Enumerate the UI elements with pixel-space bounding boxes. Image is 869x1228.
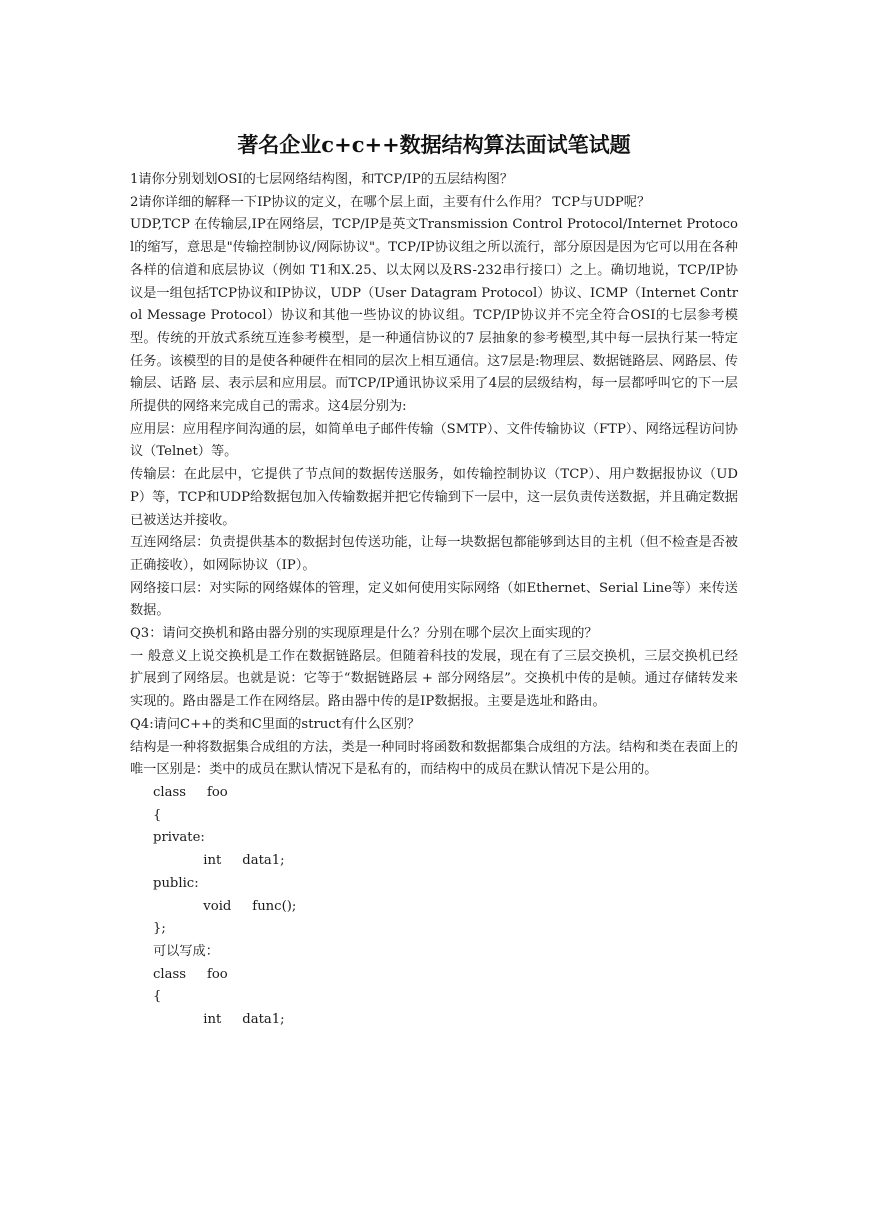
- paragraph-network-interface-layer: 网络接口层：对实际的网络媒体的管理，定义如何使用实际网络（如Ethernet、Serial Line等）来传送数据。: [130, 580, 738, 619]
- paragraph-q4-answer: 结构是一种将数据集合成组的方法，类是一种同时将函数和数据都集合成组的方法。结构和类在表面上的唯一区别是：类中的成员在默认情况下是私有的，而结构中的成员在默认情况下是公用的。: [130, 739, 738, 778]
- paragraph-q3: Q3：请问交换机和路由器分别的实现原理是什么？分别在哪个层次上面实现的？: [130, 626, 598, 642]
- code-line: int data1;: [153, 1012, 285, 1028]
- code-line: class foo: [153, 966, 228, 982]
- code-line: };: [153, 921, 166, 937]
- document-page: [130, 128, 738, 1032]
- paragraph-tcpip-overview: UDP,TCP 在传输层,IP在网络层，TCP/IP是英文Transmission Control Protocol/Internet Protocol的缩写，意思是"传输控制协议/网际协议"。TCP/IP协议组之所以流行，部分原因是因为它可以用在各种各样的信道和底层协议（例如 T1和X.25、以太网以及RS-232串行接口）之上。确切地说，TCP/IP协议是一组包括TCP协议和IP协议，UDP（User Datagram Protocol）协议、ICMP（Internet Control Message Protocol）协议和其他一些协议的协议组。TCP/IP协议并不完全符合OSI的七层参考模型。传统的开放式系统互连参考模型，是一种通信协议的7 层抽象的参考模型,其中每一层执行某一特定任务。该模型的目的是使各种硬件在相同的层次上相互通信。这7层是:物理层、数据链路层、网路层、传输层、话路 层、表示层和应用层。而TCP/IP通讯协议采用了4层的层级结构，每一层都呼叫它的下一层所提供的网络来完成自己的需求。这4层分别为:: [130, 217, 738, 415]
- code-line: void func();: [153, 898, 297, 914]
- paragraph-q1: 1请你分别划划OSI的七层网络结构图，和TCP/IP的五层结构图？: [130, 172, 514, 187]
- paragraph-q4: Q4:请问C++的类和C里面的struct有什么区别？: [130, 716, 421, 732]
- code-line: private:: [153, 830, 205, 846]
- code-line: {: [153, 807, 162, 823]
- code-line: 可以写成：: [153, 943, 219, 959]
- code-block: [130, 782, 738, 1032]
- paragraph-transport-layer: 传输层：在此层中，它提供了节点间的数据传送服务，如传输控制协议（TCP）、用户数据报协议（UDP）等，TCP和UDP给数据包加入传输数据并把它传输到下一层中，这一层负责传送数据，并且确定数据已被送达并接收。: [130, 467, 738, 528]
- code-line: {: [153, 989, 162, 1005]
- paragraph-q2: 2请你详细的解释一下IP协议的定义，在哪个层上面，主要有什么作用？ TCP与UDP呢？: [130, 194, 651, 210]
- paragraph-application-layer: 应用层：应用程序间沟通的层，如简单电子邮件传输（SMTP）、文件传输协议（FTP）、网络远程访问协议（Telnet）等。: [130, 421, 738, 460]
- code-line: public:: [153, 875, 199, 891]
- code-line: class foo: [153, 784, 228, 800]
- document-title: 著名企业c+c++数据结构算法面试笔试题: [237, 132, 631, 157]
- paragraph-internet-layer: 互连网络层：负责提供基本的数据封包传送功能，让每一块数据包都能够到达目的主机（但不检查是否被正确接收），如网际协议（IP）。: [130, 535, 738, 573]
- code-line: int data1;: [153, 853, 285, 869]
- paragraph-q3-answer: 一 般意义上说交换机是工作在数据链路层。但随着科技的发展，现在有了三层交换机，三层交换机已经扩展到了网络层。也就是说：它等于“数据链路层 + 部分网络层”。交换机中传的是帧。通过存储转发来实现的。路由器是工作在网络层。路由器中传的是IP数据报。主要是选址和路由。: [130, 648, 738, 710]
